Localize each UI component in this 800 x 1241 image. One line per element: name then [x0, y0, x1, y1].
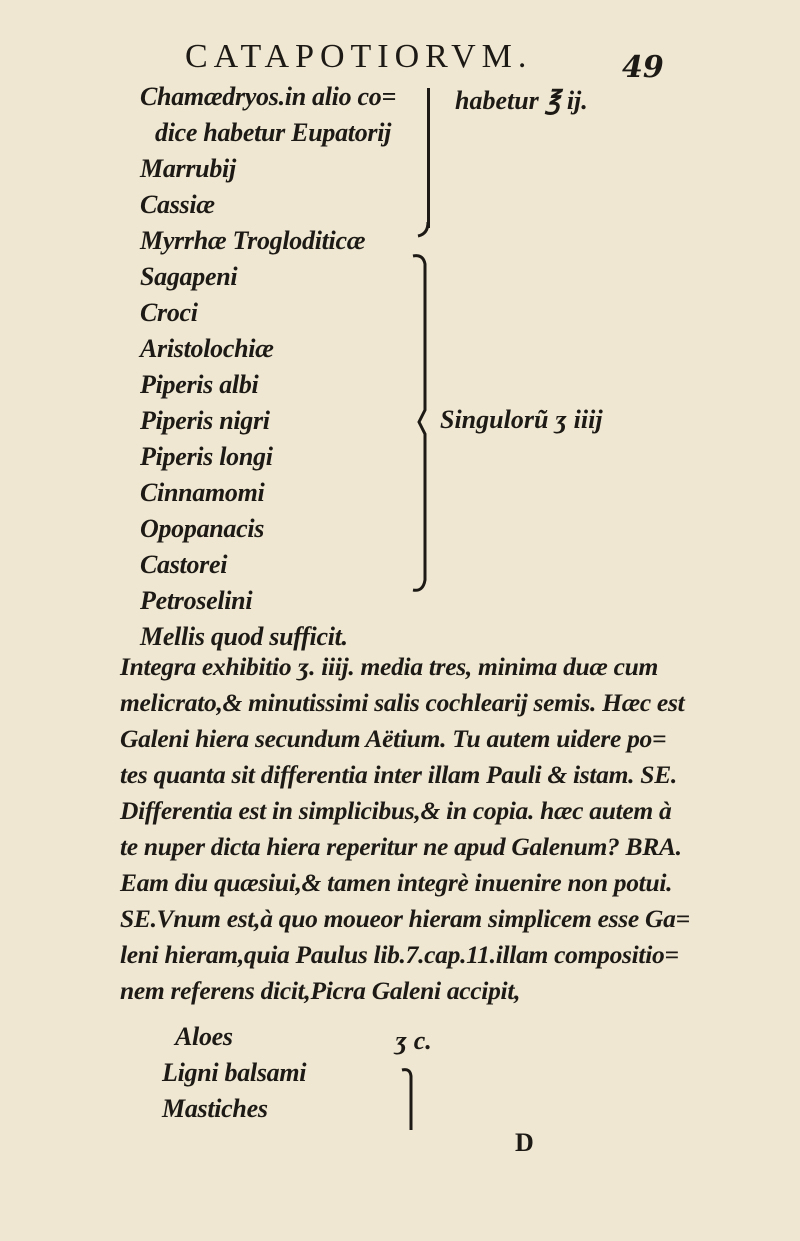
- dosage-note: Singulorũ ʒ iiij: [440, 405, 603, 434]
- page-number: 49: [622, 50, 664, 85]
- text-line: melicrato,& minutissimi salis cochlearij semis. Hæc est: [120, 688, 685, 717]
- brace-bracket: [405, 250, 445, 610]
- bracket-hook: [416, 222, 436, 242]
- ingredient-line: Mastiches: [162, 1094, 268, 1123]
- ingredient-line: Piperis albi: [140, 370, 259, 399]
- ingredient-line: Myrrhæ Trogloditicæ: [140, 226, 366, 255]
- ingredient-line: Aristolochiæ: [140, 334, 274, 363]
- ingredient-line: Sagapeni: [140, 262, 238, 291]
- text-line: Eam diu quæsiui,& tamen integrè inuenire non potui.: [120, 868, 673, 897]
- text-line: te nuper dicta hiera reperitur ne apud Galenum? BRA.: [120, 832, 682, 861]
- ingredient-line: Cassiæ: [140, 190, 215, 219]
- ingredient-line: Chamædryos.in alio co=: [140, 82, 396, 111]
- text-line: SE.Vnum est,à quo moueor hieram simplicem esse Ga=: [120, 904, 690, 933]
- ingredient-line: Cinnamomi: [140, 478, 265, 507]
- running-title: CATAPOTIORVM.: [185, 38, 533, 75]
- text-line: leni hieram,quia Paulus lib.7.cap.11.illam compositio=: [120, 940, 679, 969]
- brace-bracket: [400, 1066, 420, 1146]
- ingredient-line: Petroselini: [140, 586, 253, 615]
- ingredient-line: dice habetur Eupatorij: [155, 118, 392, 147]
- dosage-note: habetur ℥ ij.: [455, 86, 588, 115]
- ingredient-line: Piperis longi: [140, 442, 273, 471]
- text-line: tes quanta sit differentia inter illam Pauli & istam. SE.: [120, 760, 677, 789]
- dosage-note: ʒ c.: [395, 1026, 432, 1055]
- text-line: Integra exhibitio ʒ. iiij. media tres, minima duæ cum: [120, 652, 659, 681]
- ingredient-line: Castorei: [140, 550, 228, 579]
- ingredient-line: Opopanacis: [140, 514, 265, 543]
- text-line: nem referens dicit,Picra Galeni accipit,: [120, 976, 521, 1005]
- ingredient-line: Mellis quod sufficit.: [140, 622, 348, 651]
- bracket-line: [427, 88, 430, 228]
- text-line: Differentia est in simplicibus,& in copia. hæc autem à: [120, 796, 672, 825]
- ingredient-line: Piperis nigri: [140, 406, 270, 435]
- text-line: Galeni hiera secundum Aëtium. Tu autem uidere po=: [120, 724, 667, 753]
- ingredient-line: Ligni balsami: [162, 1058, 307, 1087]
- signature-mark: D: [515, 1128, 534, 1157]
- ingredient-line: Marrubij: [140, 154, 236, 183]
- ingredient-line: Croci: [140, 298, 198, 327]
- ingredient-line: Aloes: [175, 1022, 233, 1051]
